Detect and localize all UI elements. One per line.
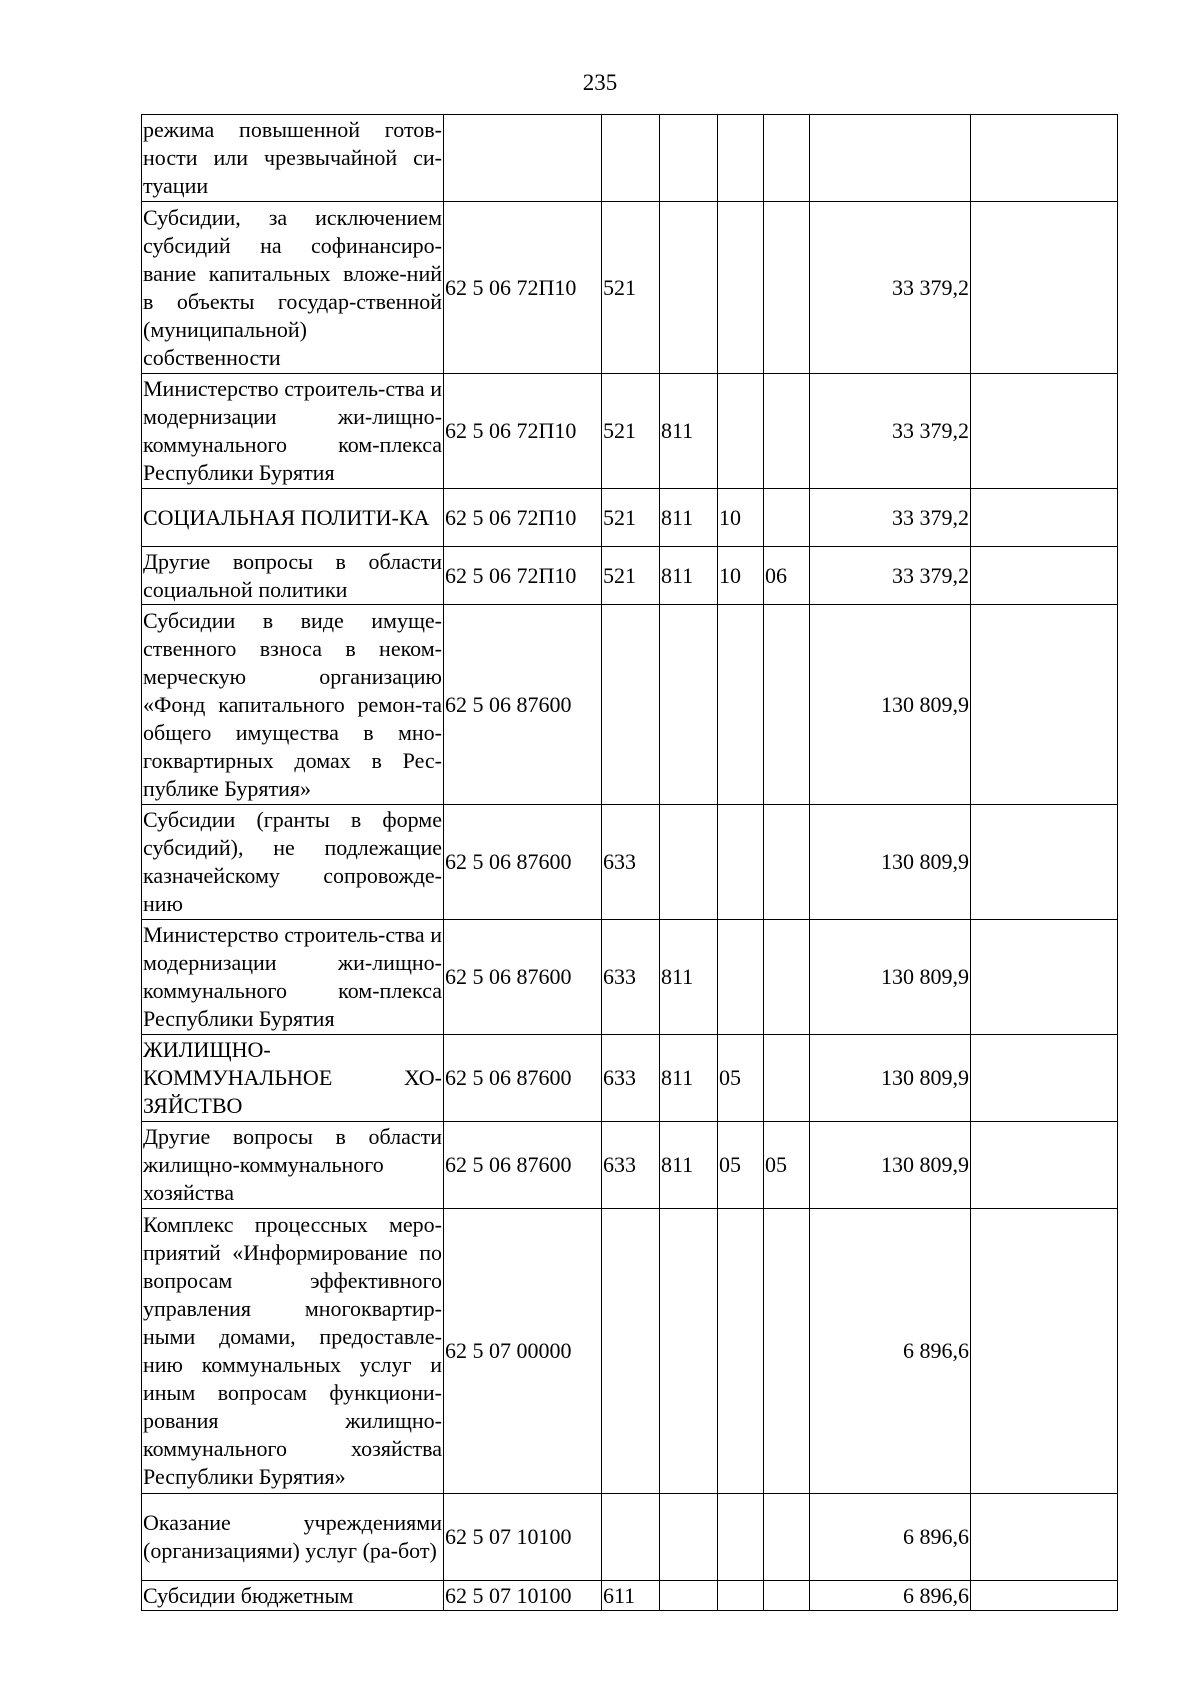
cell-target-code: 62 5 06 87600 [444, 1122, 602, 1209]
cell-expense-type: 633 [602, 920, 660, 1035]
cell-grbs: 811 [660, 374, 718, 489]
cell-amount: 33 379,2 [810, 374, 971, 489]
cell-amount: 130 809,9 [810, 1035, 971, 1122]
cell-grbs [660, 1209, 718, 1494]
cell-grbs [660, 202, 718, 374]
cell-section: 10 [718, 489, 764, 547]
cell-name: СОЦИАЛЬНАЯ ПОЛИТИ-КА [142, 489, 444, 547]
cell-name: Субсидии бюджетным [142, 1581, 444, 1611]
cell-section [718, 115, 764, 202]
cell-name: Министерство строитель-ства и модернизации жи-лищно-коммунального ком-плекса Республики Бурятия [142, 374, 444, 489]
cell-subsection [764, 489, 810, 547]
table-row [142, 374, 1118, 489]
cell-target-code: 62 5 06 72П10 [444, 489, 602, 547]
cell-name: Комплекс процессных меро-приятий «Информирование по вопросам эффективного управления многоквартир-ными домами, предоставле-нию коммунальных услуг и иным вопросам функциони-рования жилищно-коммунального хозяйства Республики Бурятия» [142, 1209, 444, 1494]
cell-target-code: 62 5 07 00000 [444, 1209, 602, 1494]
table-row [142, 605, 1118, 805]
cell-target-code: 62 5 07 10100 [444, 1494, 602, 1581]
cell-extra [971, 605, 1118, 805]
cell-expense-type: 521 [602, 547, 660, 605]
cell-subsection [764, 1494, 810, 1581]
cell-subsection [764, 374, 810, 489]
cell-target-code: 62 5 06 72П10 [444, 374, 602, 489]
cell-expense-type: 521 [602, 202, 660, 374]
cell-grbs [660, 605, 718, 805]
cell-subsection [764, 920, 810, 1035]
table-row [142, 1494, 1118, 1581]
cell-grbs [660, 1581, 718, 1611]
cell-amount: 6 896,6 [810, 1209, 971, 1494]
cell-extra [971, 805, 1118, 920]
cell-target-code: 62 5 06 87600 [444, 805, 602, 920]
cell-section [718, 920, 764, 1035]
cell-grbs [660, 805, 718, 920]
cell-amount: 130 809,9 [810, 920, 971, 1035]
cell-section: 05 [718, 1035, 764, 1122]
cell-name: Субсидии в виде имуще-ственного взноса в неком-мерческую организацию «Фонд капитального ремон-та общего имущества в мно-гоквартирных домах в Рес-публике Бурятия» [142, 605, 444, 805]
cell-section [718, 374, 764, 489]
cell-extra [971, 547, 1118, 605]
cell-section [718, 1494, 764, 1581]
cell-extra [971, 115, 1118, 202]
cell-amount: 33 379,2 [810, 547, 971, 605]
cell-grbs [660, 1494, 718, 1581]
table-body [142, 115, 1118, 1611]
cell-name: режима повышенной готов-ности или чрезвычайной си-туации [142, 115, 444, 202]
table-row [142, 115, 1118, 202]
cell-name: Субсидии, за исключением субсидий на софинансиро-вание капитальных вложе-ний в объекты государ-ственной (муниципальной) собственности [142, 202, 444, 374]
table-row [142, 805, 1118, 920]
cell-section [718, 605, 764, 805]
cell-target-code: 62 5 06 72П10 [444, 202, 602, 374]
cell-extra [971, 1494, 1118, 1581]
cell-amount: 130 809,9 [810, 1122, 971, 1209]
cell-grbs: 811 [660, 547, 718, 605]
cell-amount: 130 809,9 [810, 605, 971, 805]
cell-name: Министерство строитель-ства и модернизации жи-лищно-коммунального ком-плекса Республики Бурятия [142, 920, 444, 1035]
cell-subsection: 06 [764, 547, 810, 605]
cell-section: 05 [718, 1122, 764, 1209]
budget-table [141, 114, 1118, 1611]
cell-name: ЖИЛИЩНО-КОММУНАЛЬНОЕ ХО-ЗЯЙСТВО [142, 1035, 444, 1122]
cell-expense-type [602, 1209, 660, 1494]
cell-subsection [764, 605, 810, 805]
cell-amount [810, 115, 971, 202]
cell-expense-type [602, 605, 660, 805]
cell-extra [971, 374, 1118, 489]
cell-section [718, 1581, 764, 1611]
table-row [142, 1122, 1118, 1209]
cell-amount: 130 809,9 [810, 805, 971, 920]
cell-expense-type [602, 115, 660, 202]
table-row [142, 1581, 1118, 1611]
page-number: 235 [582, 70, 618, 95]
table-row [142, 547, 1118, 605]
table-row [142, 920, 1118, 1035]
cell-target-code: 62 5 06 87600 [444, 605, 602, 805]
cell-subsection [764, 1035, 810, 1122]
cell-target-code: 62 5 06 87600 [444, 1035, 602, 1122]
cell-extra [971, 1035, 1118, 1122]
cell-expense-type: 633 [602, 805, 660, 920]
cell-amount: 33 379,2 [810, 202, 971, 374]
cell-target-code: 62 5 06 72П10 [444, 547, 602, 605]
cell-amount: 33 379,2 [810, 489, 971, 547]
cell-section [718, 202, 764, 374]
cell-grbs [660, 115, 718, 202]
cell-extra [971, 202, 1118, 374]
cell-target-code: 62 5 06 87600 [444, 920, 602, 1035]
cell-extra [971, 1581, 1118, 1611]
cell-extra [971, 1122, 1118, 1209]
cell-target-code: 62 5 07 10100 [444, 1581, 602, 1611]
cell-amount: 6 896,6 [810, 1494, 971, 1581]
cell-name: Другие вопросы в области жилищно-коммунального хозяйства [142, 1122, 444, 1209]
cell-section [718, 805, 764, 920]
cell-subsection [764, 1581, 810, 1611]
cell-subsection: 05 [764, 1122, 810, 1209]
cell-subsection [764, 805, 810, 920]
cell-section: 10 [718, 547, 764, 605]
cell-grbs: 811 [660, 1122, 718, 1209]
table-row [142, 202, 1118, 374]
cell-expense-type: 633 [602, 1122, 660, 1209]
cell-target-code [444, 115, 602, 202]
cell-subsection [764, 202, 810, 374]
cell-expense-type: 521 [602, 374, 660, 489]
cell-expense-type: 633 [602, 1035, 660, 1122]
cell-extra [971, 489, 1118, 547]
cell-extra [971, 1209, 1118, 1494]
table-row [142, 489, 1118, 547]
cell-expense-type: 611 [602, 1581, 660, 1611]
cell-name: Субсидии (гранты в форме субсидий), не подлежащие казначейскому сопровожде-нию [142, 805, 444, 920]
cell-grbs: 811 [660, 1035, 718, 1122]
cell-extra [971, 920, 1118, 1035]
table-row [142, 1035, 1118, 1122]
cell-grbs: 811 [660, 489, 718, 547]
cell-subsection [764, 1209, 810, 1494]
cell-name: Оказание учреждениями (организациями) услуг (ра-бот) [142, 1494, 444, 1581]
table-row [142, 1209, 1118, 1494]
cell-subsection [764, 115, 810, 202]
cell-expense-type [602, 1494, 660, 1581]
cell-expense-type: 521 [602, 489, 660, 547]
cell-section [718, 1209, 764, 1494]
cell-grbs: 811 [660, 920, 718, 1035]
cell-name: Другие вопросы в области социальной политики [142, 547, 444, 605]
cell-amount: 6 896,6 [810, 1581, 971, 1611]
